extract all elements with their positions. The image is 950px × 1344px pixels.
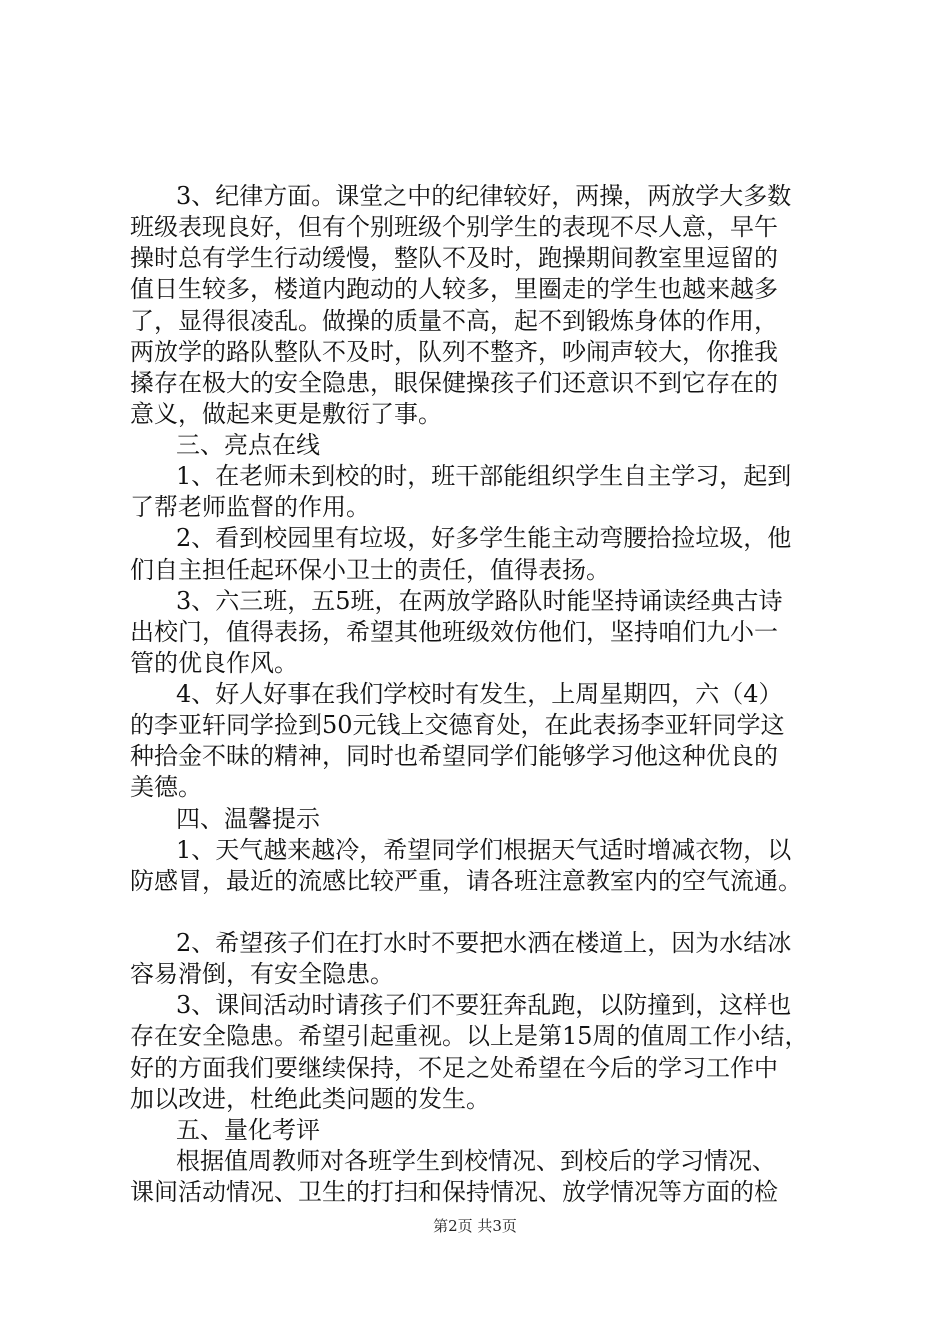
paragraph-line: 存在安全隐患。希望引起重视。以上是第15周的值周工作小结， (130, 1022, 809, 1050)
paragraph-line: 课间活动情况、卫生的打扫和保持情况、放学情况等方面的检 (130, 1178, 778, 1206)
paragraph-line: 3、纪律方面。课堂之中的纪律较好，两操，两放学大多数 (176, 182, 792, 210)
paragraph-line: 容易滑倒，有安全隐患。 (130, 960, 394, 988)
paragraph-line: 加以改进，杜绝此类问题的发生。 (130, 1085, 490, 1113)
paragraph-line: 4、好人好事在我们学校时有发生，上周星期四，六（4） (176, 680, 783, 708)
paragraph-line: 1、在老师未到校的时，班干部能组织学生自主学习，起到 (176, 462, 792, 490)
paragraph-line: 意义，做起来更是敷衍了事。 (130, 400, 442, 428)
paragraph-line: 3、课间活动时请孩子们不要狂奔乱跑，以防撞到，这样也 (176, 991, 792, 1019)
paragraph-line: 班级表现良好，但有个别班级个别学生的表现不尽人意，早午 (130, 213, 778, 241)
paragraph-line: 了，显得很凌乱。做操的质量不高，起不到锻炼身体的作用， (130, 307, 778, 335)
paragraph-line: 出校门，值得表扬，希望其他班级效仿他们，坚持咱们九小一 (130, 618, 778, 646)
paragraph-line: 3、六三班，五5班，在两放学路队时能坚持诵读经典古诗 (176, 587, 783, 615)
paragraph-line: 防感冒，最近的流感比较严重，请各班注意教室内的空气流通。 (130, 867, 802, 895)
section-heading: 四、温馨提示 (176, 805, 320, 833)
paragraph-line: 值日生较多，楼道内跑动的人较多，里圈走的学生也越来越多 (130, 275, 778, 303)
paragraph-line: 根据值周教师对各班学生到校情况、到校后的学习情况、 (176, 1147, 776, 1175)
paragraph-line: 了帮老师监督的作用。 (130, 493, 370, 521)
section-heading: 五、量化考评 (176, 1116, 320, 1144)
paragraph-line: 1、天气越来越冷，希望同学们根据天气适时增减衣物，以 (176, 836, 792, 864)
paragraph-line: 搡存在极大的安全隐患，眼保健操孩子们还意识不到它存在的 (130, 369, 778, 397)
page-footer: 第2页 共3页 (433, 1217, 517, 1235)
paragraph-line: 2、看到校园里有垃圾，好多学生能主动弯腰拾捡垃圾，他 (176, 524, 792, 552)
paragraph-line: 管的优良作风。 (130, 649, 298, 677)
paragraph-line: 2、希望孩子们在打水时不要把水洒在楼道上，因为水结冰 (176, 929, 792, 957)
paragraph-line: 两放学的路队整队不及时，队列不整齐，吵闹声较大，你推我 (130, 338, 778, 366)
section-heading: 三、亮点在线 (176, 431, 320, 459)
paragraph-line: 的李亚轩同学捡到50元钱上交德育处，在此表扬李亚轩同学这 (130, 711, 785, 739)
paragraph-line: 操时总有学生行动缓慢，整队不及时，跑操期间教室里逗留的 (130, 244, 778, 272)
paragraph-line: 美德。 (130, 773, 202, 801)
paragraph-line: 好的方面我们要继续保持，不足之处希望在今后的学习工作中 (130, 1054, 778, 1082)
paragraph-line: 们自主担任起环保小卫士的责任，值得表扬。 (130, 556, 610, 584)
paragraph-line: 种拾金不昧的精神，同时也希望同学们能够学习他这种优良的 (130, 742, 778, 770)
